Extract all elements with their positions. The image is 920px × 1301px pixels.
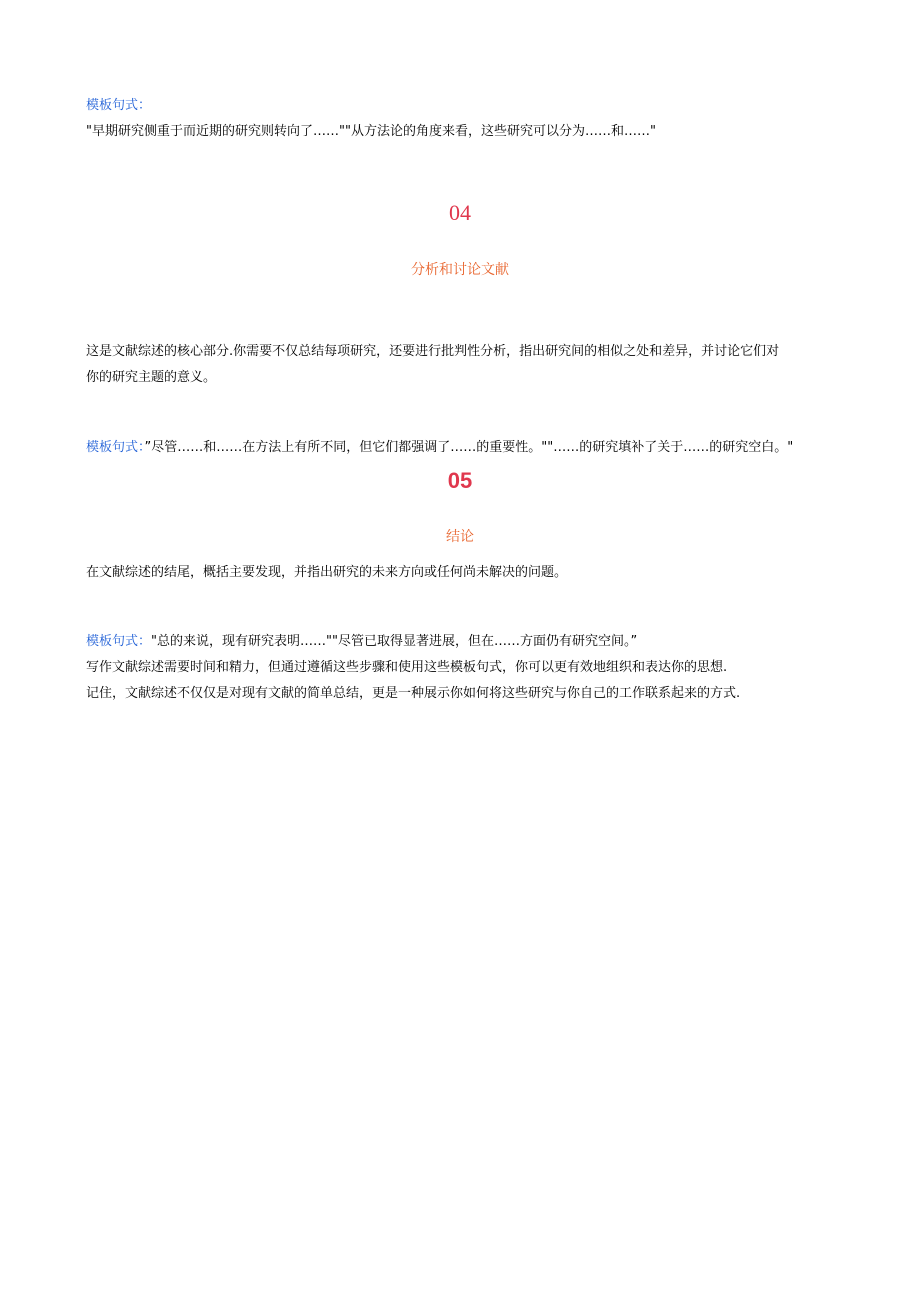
section-title: 分析和讨论文献: [411, 262, 509, 278]
template-line: [86, 438, 793, 458]
body-text: 这是文献综述的核心部分.你需要不仅总结每项研究，还要进行批判性分析，指出研究间的相似之处和差异，并讨论它们对: [86, 344, 780, 359]
section-title: 结论: [446, 529, 474, 545]
template-label: 模板句式：: [86, 440, 145, 455]
template-label: 模板句式：: [86, 98, 152, 113]
closing-text: 记住，文献综述不仅仅是对现有文献的简单总结，更是一种展示你如何将这些研究与你自己的工作联系起来的方式.: [86, 686, 741, 701]
template-sentence: ”尽管……和……在方法上有所不同，但它们都强调了……的重要性。""……的研究填补了关于……的研究空白。": [144, 440, 794, 455]
template-label: 模板句式：: [86, 634, 152, 649]
section-number: 04: [449, 200, 471, 225]
section-number: 05: [447, 468, 473, 493]
body-text: 在文献综述的结尾，概括主要发现，并指出研究的未来方向或任何尚未解决的问题。: [86, 565, 568, 580]
closing-text: 写作文献综述需要时间和精力，但通过遵循这些步骤和使用这些模板句式，你可以更有效地组织和表达你的思想.: [86, 660, 728, 675]
template-sentence: "总的来说，现有研究表明……""尽管已取得显著进展，但在……方面仍有研究空间。”: [151, 634, 638, 649]
body-text: 你的研究主题的意义。: [86, 370, 217, 385]
template-sentence: "早期研究侧重于而近期的研究则转向了……""从方法论的角度来看，这些研究可以分为……和……": [86, 124, 656, 139]
template-line: [86, 632, 637, 652]
